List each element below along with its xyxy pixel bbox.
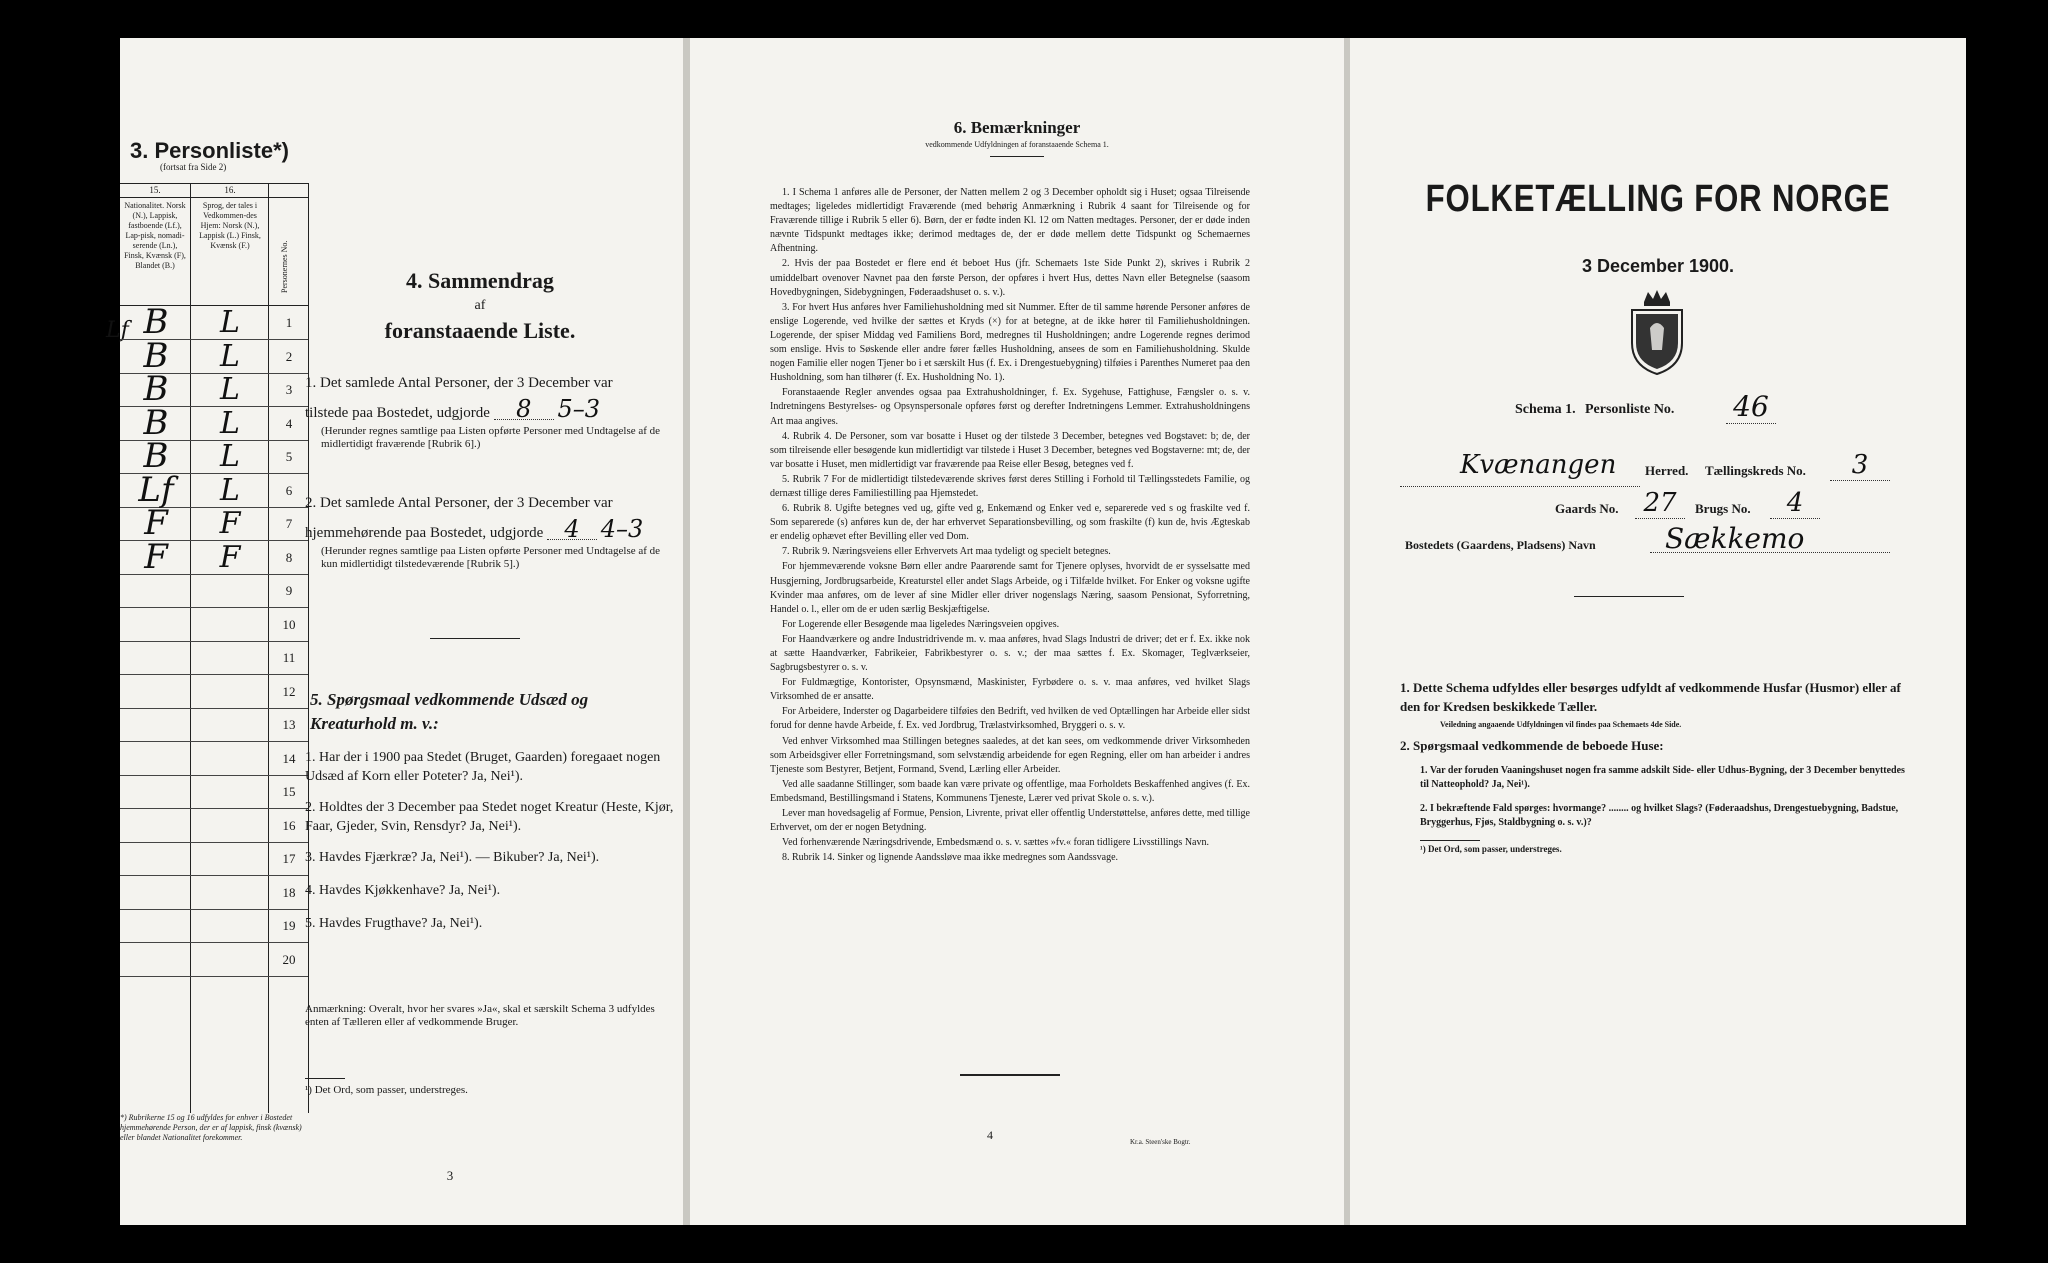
item2-extra: 4–3 xyxy=(600,515,644,543)
person-number-cell: 13 xyxy=(282,717,296,732)
remark-paragraph: For Haandværkere og andre Industridrivende m. v. maa anføres, hvad Slags Industri de driver; det er f. Ex. ikke nok at sætte Haandværker, Fabrikeier, Fabrikbestyrer o. s. v.; der maa sættes f. Ex. Skomager, Teglværkseier, Sagbrugsbestyrer o. s. v. xyxy=(770,633,1250,674)
language-cell: L xyxy=(220,305,240,340)
language-cell xyxy=(192,809,268,842)
printer-mark: Kr.a. Steen'ske Bogtr. xyxy=(1130,1138,1191,1146)
remarks-title: 6. Bemærkninger xyxy=(953,118,1081,137)
item2-text-a: 2. Det samlede Antal Personer, der 3 December var xyxy=(305,495,613,511)
table-row xyxy=(120,809,308,843)
question-item: 2. Holdtes der 3 December paa Stedet noget Kreatur (Heste, Kjør, Faar, Gjeder, Svin, Rensdyr? Ja, Nei¹). xyxy=(305,800,674,834)
table-row xyxy=(120,369,308,409)
personliste-rows xyxy=(120,302,310,976)
herred-label: Herred. xyxy=(1645,463,1689,478)
nationality-cell xyxy=(120,876,192,909)
person-number-cell: 15 xyxy=(282,784,296,799)
coat-of-arms-icon xyxy=(1622,288,1692,378)
margin-mark: Lf xyxy=(106,318,129,343)
language-cell xyxy=(192,708,268,741)
remark-paragraph: For hjemmeværende voksne Børn eller andre Paarørende samt for Tjenere oplyses, hvorvidt de er sysselsatte med Husgjerning, Jordbrugsarbeide, Kreaturstel eller andet Slags Arbeide, og i Tilfælde hvilket. For Enker og voksne ugifte Kvinder maa anføres, om de lever af sine Midler eller driver nogenslags Næring, saasom Pensionat, Syforretning, Handel o. l., eller om de er uden særlig Beskjæftigelse. xyxy=(770,561,1250,615)
item1-text-a: 1. Det samlede Antal Personer, der 3 December var xyxy=(305,375,613,391)
language-cell: F xyxy=(219,539,241,575)
page-4-bemaerkninger xyxy=(690,38,1344,1225)
nationality-cell xyxy=(120,909,192,942)
person-number-cell: 9 xyxy=(285,583,293,598)
personliste-label: Personliste No. xyxy=(1585,402,1675,417)
table-row xyxy=(120,436,308,476)
person-number-cell: 18 xyxy=(282,884,296,900)
nationality-cell xyxy=(120,809,192,842)
bosted-value: Sækkemo xyxy=(1665,522,1805,555)
table-row xyxy=(120,536,308,577)
language-cell xyxy=(192,641,268,674)
remark-paragraph: Foranstaaende Regler anvendes ogsaa paa Extrahusholdninger, f. Ex. Sygehuse, Fattighuse, Fængsler o. s. v. Indretningens Bestyrelses- og Opsynspersonale opføres først og derefter Indretningens Lemmer. Extrahusholdningens Art maa angives. xyxy=(770,387,1250,427)
item2-value: 4 xyxy=(547,519,597,540)
divider-1 xyxy=(430,638,520,639)
table-row xyxy=(120,302,308,342)
language-cell: L xyxy=(220,372,240,407)
remark-paragraph: Ved alle saadanne Stillinger, som baade kan være private og offentlige, maa Forholdets Beskaffenhed angives (f. Ex. Embedsmand, Bestillingsmand i Statens, Kommunens Tjeneste, Lærer ved privat Skole o. s. v.). xyxy=(770,778,1250,804)
nationality-cell: B xyxy=(143,436,169,476)
gaards-label: Gaards No. xyxy=(1555,501,1619,516)
nationality-cell xyxy=(120,775,192,808)
nationality-cell: B xyxy=(143,369,169,409)
col-person-header: Personernes No. xyxy=(280,240,289,293)
schema-label: Schema 1. xyxy=(1515,402,1576,417)
item2-note: (Herunder regnes samtlige paa Listen opførte Personer med Undtagelse af de kun midlertidigt tilstedeværende [Rubrik 5].) xyxy=(321,545,661,570)
nationality-cell xyxy=(120,641,192,674)
personliste-subheading: (fortsat fra Side 2) xyxy=(160,162,227,172)
remark-paragraph: 2. Hvis der paa Bostedet er flere end ét beboet Hus (jfr. Schemaets 1ste Side Punkt 2), skrives i Rubrik 2 umiddelbart ovenover Navnet paa den første Person, der opføres i hvert Hus, dettes Navn eller Betegnelse (saasom Hovedbygningen, Sidebygningen, Føderaadshuset o. s. v.). xyxy=(770,258,1250,298)
table-row xyxy=(120,742,308,776)
remarks-subtitle: vedkommende Udfyldningen af foranstaaende Schema 1. xyxy=(925,140,1109,149)
person-number-cell: 17 xyxy=(282,851,296,866)
page-1-cover xyxy=(1350,38,1966,1225)
nationality-cell: B xyxy=(143,335,169,376)
footnote: ¹) Det Ord, som passer, understreges. xyxy=(305,1084,468,1096)
brugs-value: 4 xyxy=(1770,488,1820,519)
person-number-cell: 16 xyxy=(282,817,296,833)
person-number-cell: 10 xyxy=(282,616,296,632)
gaards-value: 27 xyxy=(1635,488,1685,519)
remark-paragraph: Ved enhver Virksomhed maa Stillingen betegnes saaledes, at det kan sees, om vedkommende driver Virksomheden som Arbeidsgiver eller Forretningsmand, som selvstændig arbeidende for egen Regning, eller om han arbeider i andres Tjeneste som Bestyrer, Betjent, Formand, Svend, Lærling eller Arbeider. xyxy=(770,735,1250,775)
question-item: 5. Havdes Frugthave? Ja, Nei¹). xyxy=(305,916,483,931)
instruction-1-sub: Veiledning angaaende Udfyldningen vil findes paa Schemaets 4de Side. xyxy=(1440,720,1682,729)
nationality-cell xyxy=(120,608,192,641)
language-cell: L xyxy=(220,472,240,508)
personliste-no: 46 xyxy=(1726,390,1776,424)
item1-note: (Herunder regnes samtlige paa Listen opførte Personer med Undtagelse af de midlertidigt fraværende [Rubrik 6].) xyxy=(321,425,661,450)
nationality-cell xyxy=(120,742,192,775)
nationality-cell: F xyxy=(144,536,168,577)
remark-paragraph: For Arbeidere, Inderster og Dagarbeidere tilføies den Bedrift, ved hvilken de ved Optællingen har Arbeide eller sidst forud for denne havde Arbeide, f. Ex. ved Jordbrug, Trælastvirksomhed, Bryggeri o. s. v. xyxy=(770,706,1250,732)
remarks-body xyxy=(770,186,1250,866)
remark-paragraph: 4. Rubrik 4. De Personer, som var bosatte i Huset og der tilstede 3 December, betegnes ved Bogstavet: b; de, der som tilreisende eller besøgende kun midlertidigt var tilstede i Huset 3 December, betegnes ved Bogstaverne: mt; de, der var bosatte i Huset, men midlertidigt var fraværende paa Reise eller Besøg, betegnes ved f. xyxy=(770,430,1250,470)
brugs-label: Brugs No. xyxy=(1695,501,1751,516)
nationality-cell: B xyxy=(143,402,169,443)
instruction-2-q2: 2. I bekræftende Fald spørges: hvormange? ........ og hvilket Slags? (Føderaadshus, Drengestuebygning, Badstue, Bryggerhus, Fjøs, Staldbygning o. s. v.)? xyxy=(1420,803,1899,828)
summary-title: 4. Sammendrag xyxy=(406,268,554,293)
footnote-left: *) Rubrikerne 15 og 16 udfyldes for enhver i Bostedet hjemmehørende Person, der er af lappisk, finsk (kvænsk) eller blandet Nationalitet forekommer. xyxy=(120,1113,302,1142)
nationality-cell xyxy=(120,574,192,607)
item1-extra: 5–3 xyxy=(557,395,600,423)
divider-2 xyxy=(960,1074,1060,1076)
nationality-cell xyxy=(120,675,192,708)
person-number-cell: 2 xyxy=(285,348,293,364)
table-row xyxy=(120,708,308,742)
summary-item-2 xyxy=(305,493,675,571)
language-cell xyxy=(192,842,268,875)
section5-questions xyxy=(305,748,675,947)
language-cell xyxy=(192,876,268,909)
language-cell xyxy=(192,775,268,808)
language-cell xyxy=(192,574,268,607)
col15-header: Nationalitet. Norsk (N.), Lappisk, fastboende (Lf.), Lap-pisk, nomadi-serende (Ln.), Finsk, Kvænsk (F), Blandet (B.) xyxy=(124,201,186,270)
remark-paragraph: Ved forhenværende Næringsdrivende, Embedsmænd o. s. v. sættes »fv.« foran tidligere Livsstillings Navn. xyxy=(782,837,1209,849)
summary-af: af xyxy=(474,298,486,313)
item2-text-b: hjemmehørende paa Bostedet, udgjorde xyxy=(305,525,544,541)
person-number-cell: 6 xyxy=(285,482,293,498)
census-title: FOLKETÆLLING FOR NORGE xyxy=(1425,178,1891,220)
table-row xyxy=(120,943,308,977)
language-cell xyxy=(192,675,268,708)
person-number-cell: 12 xyxy=(282,683,296,699)
instruction-1: 1. Dette Schema udfyldes eller besørges udfyldt af vedkommende Husfar (Husmor) eller af den for Kredsen beskikkede Tæller. xyxy=(1400,680,1901,714)
page-number-4: 4 xyxy=(987,1128,993,1142)
personliste-heading: 3. Personliste*) xyxy=(130,138,289,163)
remark-paragraph: For Fuldmægtige, Kontorister, Opsynsmænd, Maskinister, Fyrbødere o. s. v. maa anføres, ved hvilket Slags Virksomhed de er ansatte. xyxy=(770,677,1250,703)
table-row xyxy=(120,842,308,876)
person-number-cell: 19 xyxy=(282,918,296,933)
nationality-cell: B xyxy=(143,302,169,342)
instruction-2-q1: 1. Var der foruden Vaaningshuset nogen fra samme adskilt Side- eller Udhus-Bygning, der 3 December benyttedes til Natteophold? Ja, Nei¹). xyxy=(1420,765,1905,790)
person-number-cell: 8 xyxy=(285,549,293,565)
language-cell xyxy=(192,742,268,775)
person-number-cell: 5 xyxy=(285,449,293,464)
table-row xyxy=(120,876,308,910)
table-row xyxy=(120,641,308,675)
divider-3 xyxy=(1574,596,1684,597)
language-cell: F xyxy=(219,506,241,541)
col16-header: Sprog, der tales i Vedkommen-des Hjem: Norsk (N.), Lappisk (L.) Finsk, Kvænsk (F.) xyxy=(199,201,261,250)
summary-item-1 xyxy=(305,373,675,451)
remark-paragraph: 6. Rubrik 8. Ugifte betegnes ved ug, gifte ved g, Enkemænd og Enker ved e, separerede ved s og fraskilte ved f. Som separerede (s) anføres kun de, der har erhvervet Separationsbevilling, og som fraskilte (f) kun de, hvis Ægteskab er endelig ophævet efter Bevilling eller ved Dom. xyxy=(770,503,1250,543)
nationality-cell: Lf xyxy=(138,469,174,510)
table-row xyxy=(120,909,308,943)
col15-number: 15. xyxy=(149,185,161,195)
table-row xyxy=(120,574,308,608)
page-3-personliste xyxy=(106,38,683,1225)
section5-title: 5. Spørgsmaal vedkommende Udsæd og Kreaturhold m. v.: xyxy=(310,690,589,733)
instruction-2: 2. Spørgsmaal vedkommende de beboede Huse: xyxy=(1400,738,1664,753)
question-item: 3. Havdes Fjærkræ? Ja, Nei¹). — Bikuber? Ja, Nei¹). xyxy=(305,850,600,865)
nationality-cell xyxy=(120,842,192,875)
col16-number: 16. xyxy=(224,185,236,195)
anmerkning: Anmærkning: Overalt, hvor her svares »Ja«, skal et særskilt Schema 3 udfyldes enten af Tælleren eller af vedkommende Bruger. xyxy=(305,1003,655,1028)
table-row xyxy=(120,503,308,543)
nationality-cell xyxy=(120,708,192,741)
bosted-label: Bostedets (Gaardens, Pladsens) Navn xyxy=(1405,538,1596,552)
language-cell: L xyxy=(220,338,240,374)
remark-paragraph: Lever man hovedsagelig af Formue, Pension, Livrente, privat eller offentlig Understøttelse, anføres dette, med tillige Erhvervet, om der er nogen Betydning. xyxy=(770,808,1250,834)
remark-paragraph: 5. Rubrik 7 For de midlertidigt tilstedeværende skrives først deres Stilling i Forhold til Tællingsstedets Familie, og dernæst tillige deres Familiestilling paa Hjemstedet. xyxy=(770,473,1250,499)
person-number-cell: 1 xyxy=(285,315,293,330)
item1-text-b: tilstede paa Bostedet, udgjorde xyxy=(305,405,490,421)
herred-value: Kvænangen xyxy=(1460,450,1617,480)
language-cell xyxy=(192,608,268,641)
remark-paragraph: 3. For hvert Hus anføres hver Familiehusholdning med sit Nummer. Efter de til samme hørende Personer anføres de enslige Logerende, ved hvilke der sættes et Kryds (×) for at betegne, at de ikke hører til Familiehusholdningen. Logerende, der spiser Middag ved Familiens Bord, medregnes til Husholdningen; andre Logerende regnes derimod som enslige. Hvis to Søskende eller andre fører fælles Husholdning, ansees de som en Familiehusholdning. Skulde nogen Familie eller nogen Tjener bo i et særskilt Hus (f. Ex. i Drengestuebygning) tilføies i Parenthes Numeret paa den Husholdning, som han tilhører (f. Ex. Husholdning No. 1). xyxy=(770,301,1250,384)
summary-subtitle: foranstaaende Liste. xyxy=(384,318,576,343)
language-cell xyxy=(192,943,268,976)
table-row xyxy=(120,675,308,709)
person-number-cell: 20 xyxy=(282,951,296,967)
person-number-cell: 7 xyxy=(285,516,293,531)
person-number-cell: 14 xyxy=(282,750,296,766)
question-item: 1. Har der i 1900 paa Stedet (Bruget, Gaarden) foregaaet nogen Udsæd af Korn eller Poteter? Ja, Nei¹). xyxy=(305,750,661,784)
remark-paragraph: 1. I Schema 1 anføres alle de Personer, der Natten mellem 2 og 3 December opholdt sig i Huset; ogsaa Tilreisende medtages; ligeledes midlertidigt Fraværende (med behørig Anmærkning i Rubrik 4 saant for Tilreisende og for Fraværende tillige i Rubrik 5 eller 6). Børn, der er fødte inden Kl. 12 om Natten medtages. Personer, der er døde inden nævnte Tidspunkt medtages ikke; derimod medtages de, der er døde mellem dette Tidspunkt og Schemaernes Afhentning. xyxy=(770,187,1250,255)
person-number-cell: 4 xyxy=(285,415,293,431)
remark-paragraph: 7. Rubrik 9. Næringsveiens eller Erhvervets Art maa tydeligt og specielt betegnes. xyxy=(782,546,1111,558)
nationality-cell: F xyxy=(144,503,168,543)
language-cell xyxy=(192,909,268,942)
language-cell: L xyxy=(220,405,240,441)
kreds-value: 3 xyxy=(1830,450,1890,481)
page-number-3: 3 xyxy=(446,1168,454,1183)
nationality-cell xyxy=(120,943,192,976)
census-date: 3 December 1900. xyxy=(1581,256,1735,276)
cover-footnote: ¹) Det Ord, som passer, understreges. xyxy=(1420,844,1562,854)
person-number-cell: 11 xyxy=(282,650,296,665)
item1-value: 8 xyxy=(494,399,554,420)
person-number-cell: 3 xyxy=(285,382,293,397)
language-cell: L xyxy=(220,439,240,474)
kreds-label: Tællingskreds No. xyxy=(1705,463,1806,478)
question-item: 4. Havdes Kjøkkenhave? Ja, Nei¹). xyxy=(305,883,501,898)
remark-paragraph: For Logerende eller Besøgende maa ligeledes Næringsveien opgives. xyxy=(782,618,1060,630)
remark-paragraph: 8. Rubrik 14. Sinker og lignende Aandssløve maa ikke medregnes som Aandssvage. xyxy=(782,852,1119,864)
table-row xyxy=(120,608,308,642)
table-row xyxy=(120,775,308,809)
